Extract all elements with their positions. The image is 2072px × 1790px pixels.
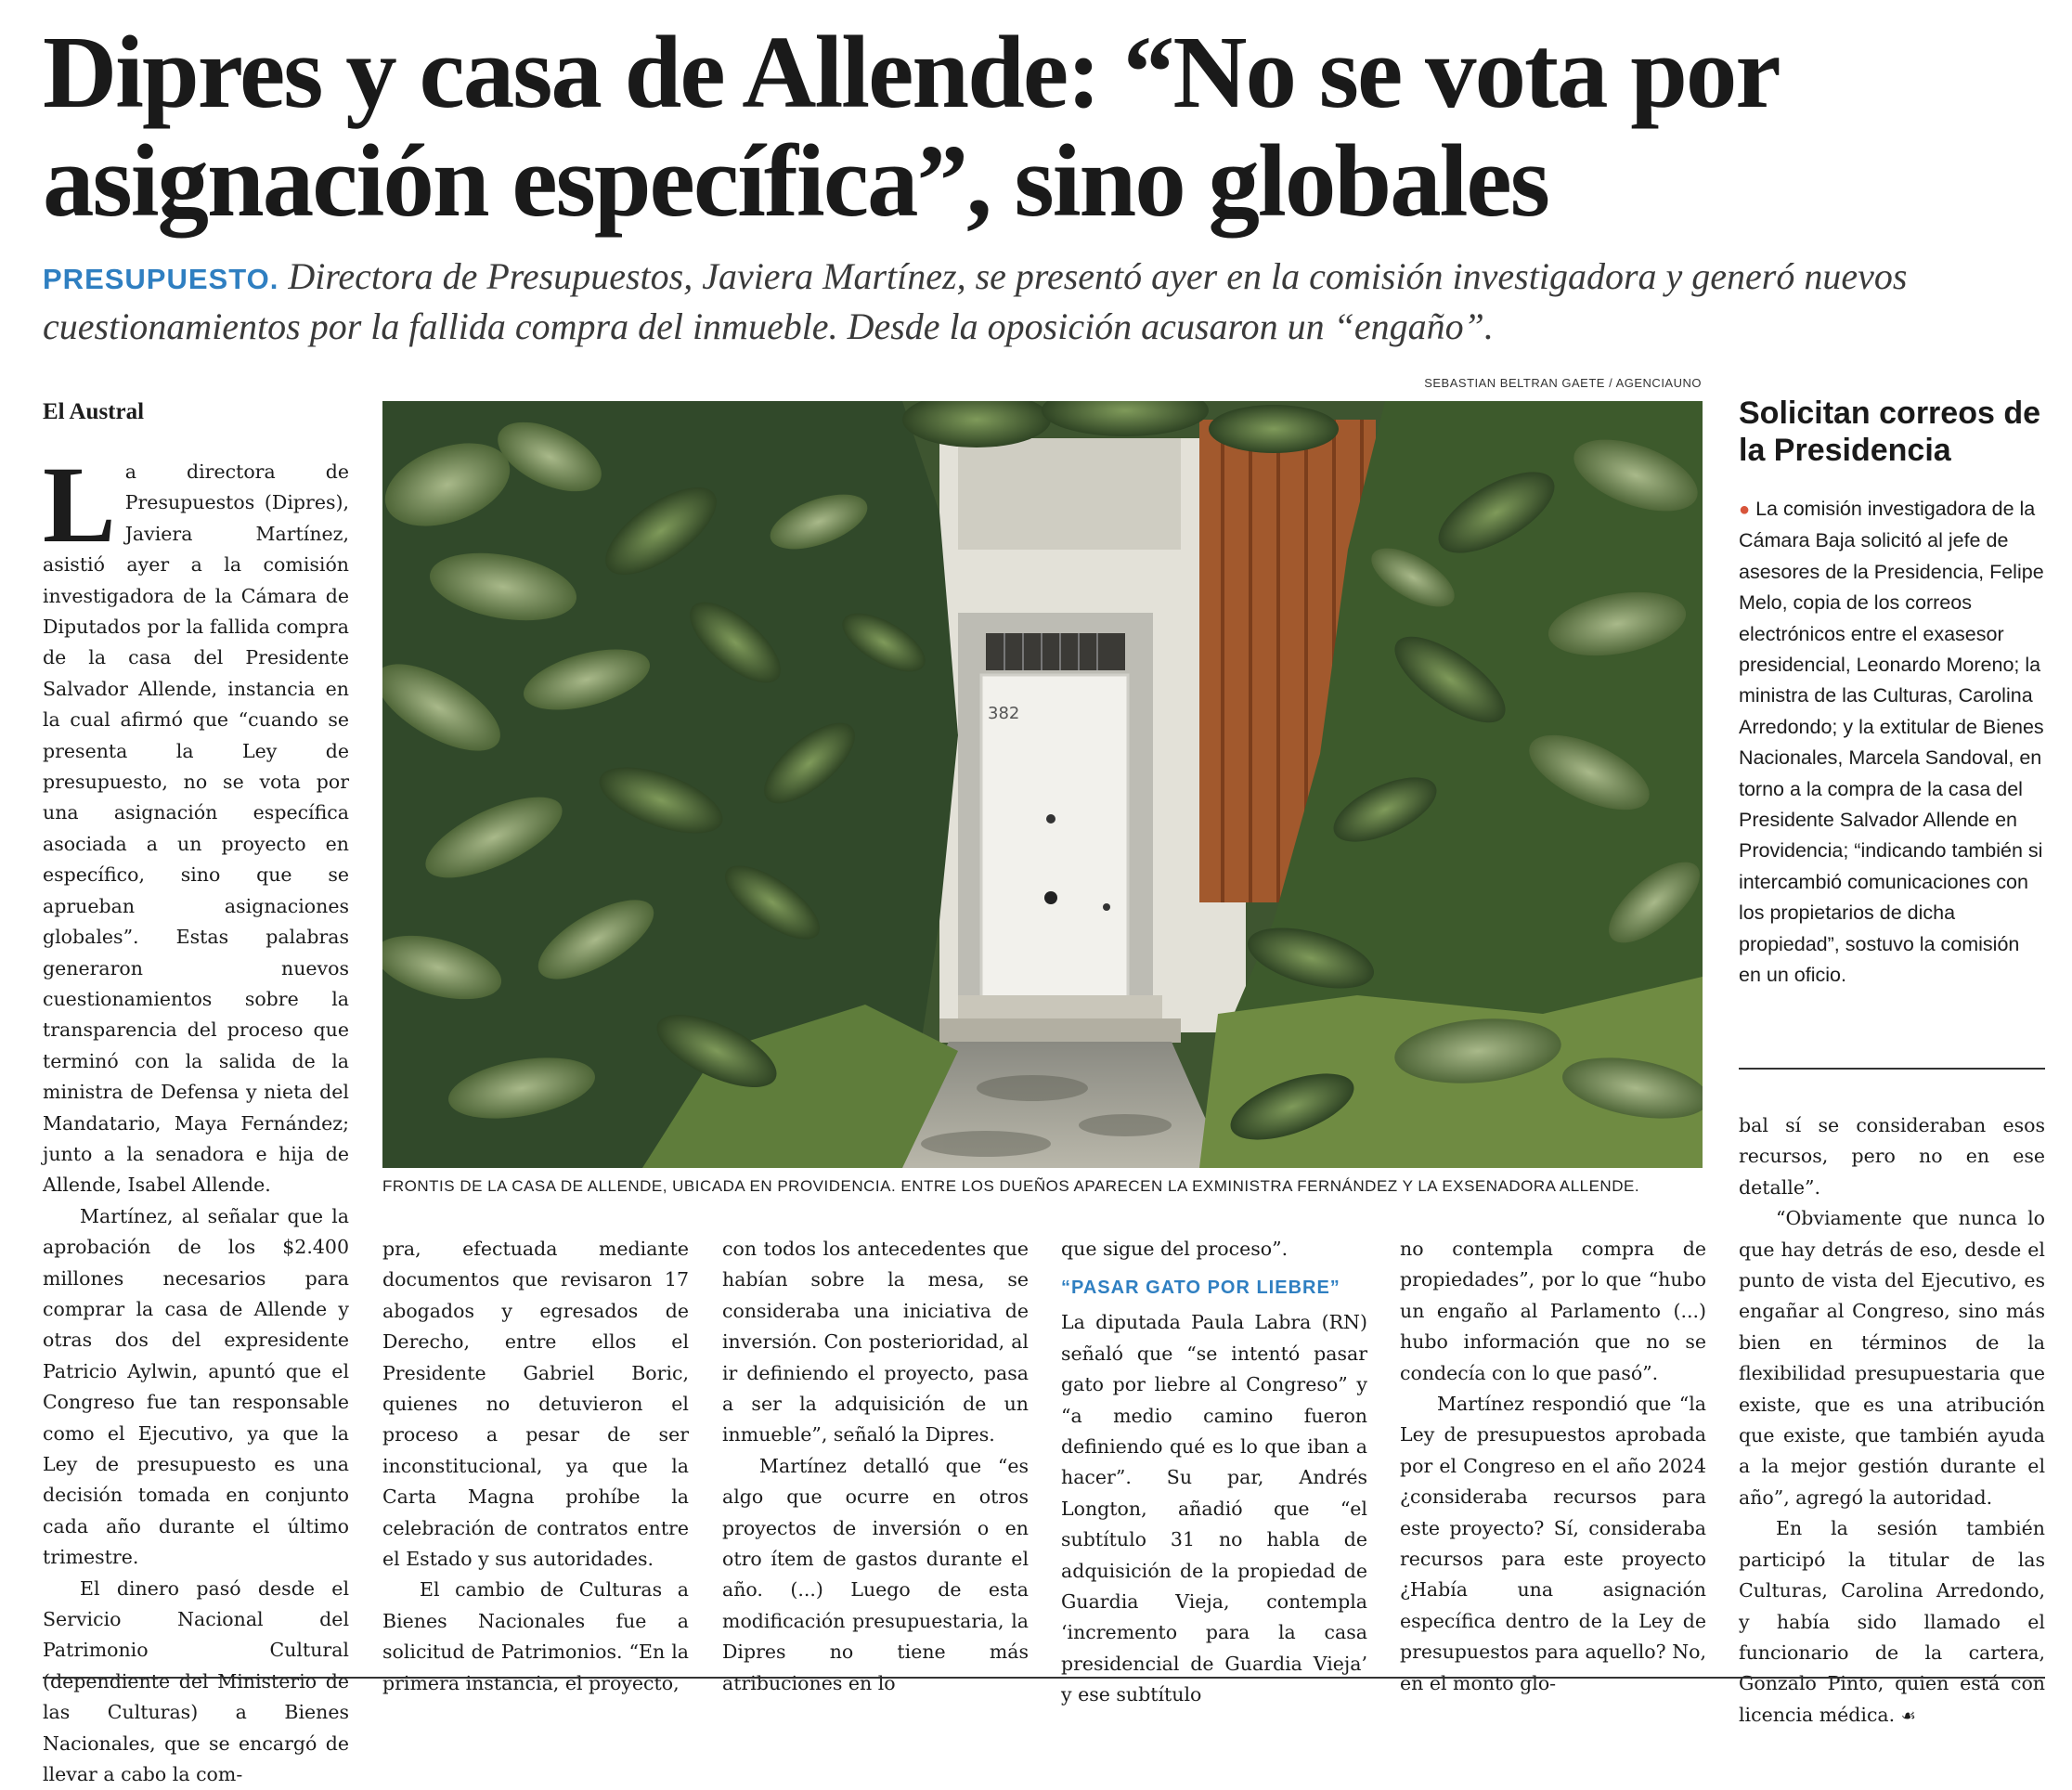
article-paragraph: bal sí se consideraban esos recursos, pero no en ese detalle”. — [1739, 1114, 2045, 1199]
paragraph-text: a directora de Presupuestos (Dipres), Javiera Martínez, asistió ayer a la comisión investigadora de la Cámara de Diputados por la fallida compra de la casa del Presidente Salvador Allende, instancia en la cual afirmó que “cuando se presenta la Ley de presupuesto, no se vota por una asignación específica asociada a un proyecto en específico, sino que se aprueban asignaciones globales”. Estas palabras generaron nuevos cuestionamientos sobre la transparencia del proceso que terminó con la salida de la ministra de Defensa y nieta del Mandatario, Maya Fernández; junto a la senadora e hija de Allende, Isabel Allende. — [43, 460, 349, 1197]
article-paragraph: Martínez detalló que “es algo que ocurre en otros proyectos de inversión o en otro ítem de gastos durante el año. (...) Luego de esta modificación presupuestaria, la Dipres no tiene más atribuciones en lo — [722, 1454, 1029, 1694]
sidebar-body — [1739, 494, 2045, 992]
article-paragraph — [1739, 1513, 2045, 1732]
article-paragraph: con todos los antecedentes que habían sobre la mesa, se consideraba una iniciativa de inversión. Con posterioridad, al ir definiendo el proyecto, pasa a ser la adquisición de un inmueble”, señaló la Dipres. — [722, 1238, 1029, 1446]
sidebar-title: Solicitan correos de la Presidencia — [1739, 396, 2040, 468]
end-mark-icon: ☙ — [1900, 1706, 1916, 1726]
section-kicker: PRESUPUESTO. — [43, 263, 279, 295]
sidebar-text: La comisión investigadora de la Cámara Baja solicitó al jefe de asesores de la Presidencia, Felipe Melo, copia de los correos electrónicos entre el exasesor presidencial, Leonardo Moreno; la ministra de las Culturas, Carolina Arredondo; y la extitular de Bienes Nacionales, Marcela Sandoval, en torno a la compra de la casa del Presidente Salvador Allende en Providencia; “indicando también si intercambió comunicaciones con los propietarios de dicha propiedad”, sostuvo la comisión en un oficio. — [1739, 498, 2044, 987]
article-paragraph — [43, 444, 349, 1201]
article-paragraph: “Obviamente que nunca lo que hay detrás de eso, desde el punto de vista del Ejecutivo, es engañar al Congreso, sino más bien en términos de la flexibilidad presupuestaria que existe, que es una atribución que existe, que también ayuda a la mejor gestión durante el año”, agregó la autoridad. — [1739, 1207, 2045, 1509]
deck — [43, 253, 2029, 350]
article-paragraph: pra, efectuada mediante documentos que revisaron 17 abogados y egresados de Derecho, entre ellos el Presidente Gabriel Boric, quienes no detuvieron el proceso a pesar de ser inconstitucional, ya que la Carta Magna prohíbe la celebración de contratos entre el Estado y sus autoridades. — [382, 1238, 689, 1571]
headline: Dipres y casa de Allende: “No se vota por asignación específica”, sino globales — [43, 16, 1778, 239]
article-paragraph: El cambio de Culturas a Bienes Nacionales fue a solicitud de Patrimonios. “En la primera instancia, el proyecto, — [382, 1578, 689, 1694]
drop-cap: L — [43, 444, 116, 565]
article-paragraph: Martínez, al señalar que la aprobación de los $2.400 millones necesarios para comprar la casa de Allende y otras dos del expresidente Patricio Aylwin, apuntó que el Congreso fue tan responsable como el Ejecutivo, ya que la Ley de presupuesto es una decisión tomada en conjunto cada año durante el último trimestre. — [43, 1204, 349, 1569]
photo-caption: FRONTIS DE LA CASA DE ALLENDE, UBICADA EN PROVIDENCIA. ENTRE LOS DUEÑOS APARECEN LA EXMINISTRA FERNÁNDEZ Y LA EXSENADORA ALLENDE. — [382, 1177, 1640, 1195]
deck-text: Directora de Presupuestos, Javiera Martínez, se presentó ayer en la comisión investigadora y generó nuevos cuestionamientos por la fallida compra del inmueble. Desde la oposición acusaron un “engaño”. — [43, 255, 1908, 347]
house-photo — [382, 401, 1703, 1168]
sidebar-divider — [1739, 1068, 2045, 1070]
page-bottom-rule — [43, 1677, 2045, 1679]
byline: El Austral — [43, 399, 145, 424]
house-photo-illustration — [382, 401, 1703, 1168]
article-column-4 — [1061, 1234, 1367, 1711]
article-column-6 — [1739, 1110, 2045, 1732]
house-number: 382 — [988, 704, 1020, 723]
article-paragraph: que sigue del proceso”. — [1061, 1238, 1289, 1260]
article-column-1 — [43, 444, 349, 1790]
article-column-5 — [1400, 1234, 1706, 1699]
bullet-icon: ● — [1739, 499, 1751, 520]
photo-credit: SEBASTIAN BELTRAN GAETE / AGENCIAUNO — [1424, 376, 1702, 390]
article-column-2 — [382, 1234, 689, 1699]
article-paragraph: no contempla compra de propiedades”, por lo que “hubo un engaño al Parlamento (...) hubo información que no se condecía con lo que pasó”. — [1400, 1238, 1706, 1384]
subhead: “PASAR GATO POR LIEBRE” — [1061, 1278, 1340, 1299]
article-column-3 — [722, 1234, 1029, 1699]
article-paragraph: Martínez respondió que “la Ley de presupuestos aprobada por el Congreso en el año 2024 ¿consideraba recursos para este proyecto? Sí, consideraba recursos para este proyecto ¿Había una asignación específica dentro de la Ley de presupuestos para aquello? No, en el monto glo- — [1400, 1393, 1706, 1694]
article-paragraph: El dinero pasó desde el Servicio Nacional del Patrimonio Cultural (dependiente del Ministerio de las Culturas) a Bienes Nacionales, que se encargó de llevar a cabo la com- — [43, 1576, 349, 1786]
article-paragraph: La diputada Paula Labra (RN) señaló que “se intentó pasar gato por liebre al Congreso” y “a medio camino fueron definiendo qué es lo que iban a hacer”. Su par, Andrés Longton, añadió que “el subtítulo 31 no habla de adquisición de la propiedad de Guardia Vieja, contempla ‘incremento para la casa presidencial de Guardia Vieja’ y ese subtítulo — [1061, 1311, 1367, 1706]
paragraph-text: En la sesión también participó la titular de las Culturas, Carolina Arredondo, y había sido llamado el funcionario de la cartera, Gonzalo Pinto, quien está con licencia médica. — [1739, 1517, 2045, 1726]
